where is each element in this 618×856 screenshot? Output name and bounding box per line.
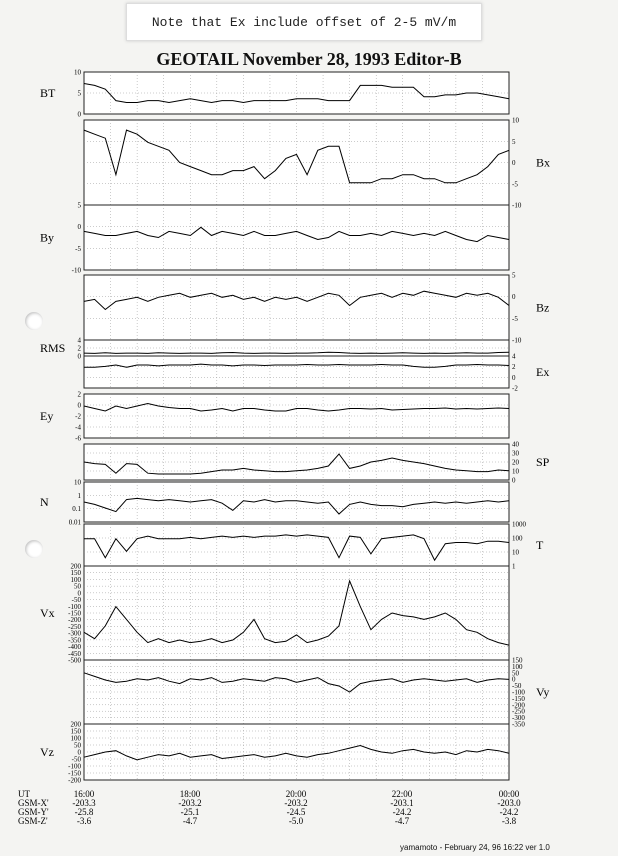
- tick-label-ex: 4: [512, 352, 516, 361]
- tick-label-sp: 30: [512, 449, 519, 458]
- tick-label-bz: 5: [512, 271, 516, 280]
- tick-label-by: -5: [75, 244, 81, 253]
- orbit-value: -25.8: [74, 807, 94, 817]
- tick-label-ey: 2: [77, 390, 81, 399]
- orbit-row-label: GSM-Z': [18, 816, 48, 826]
- tick-label-vz: -50: [71, 755, 81, 764]
- tick-label-sp: 20: [512, 458, 519, 467]
- tick-label-bx: 5: [512, 137, 516, 146]
- tick-label-vx: 200: [70, 562, 81, 571]
- panel-label-vx: Vx: [40, 606, 55, 620]
- tick-label-vz: 0: [77, 748, 81, 757]
- tick-label-vz: -100: [68, 762, 81, 771]
- orbit-value: -203.0: [497, 798, 521, 808]
- tick-label-vx: 0: [77, 589, 81, 598]
- tick-label-t: 1000: [512, 520, 526, 529]
- orbit-value: -25.1: [180, 807, 200, 817]
- orbit-value: -203.1: [390, 798, 414, 808]
- tick-label-ex: 2: [512, 363, 516, 372]
- panel-label-by: By: [40, 230, 55, 245]
- tick-label-vx: -450: [68, 649, 81, 658]
- orbit-value: -203.3: [72, 798, 96, 808]
- tick-label-vy: -150: [512, 694, 525, 703]
- tick-label-bz: -5: [512, 314, 518, 323]
- panel-ex: [84, 353, 549, 393]
- tick-label-n: 0.01: [68, 518, 81, 527]
- tick-label-vy: -200: [512, 701, 525, 710]
- tick-label-vx: 150: [70, 569, 81, 578]
- tick-label-by: 0: [77, 223, 81, 232]
- tick-label-sp: 40: [512, 440, 519, 449]
- tick-label-vy: -350: [512, 720, 525, 729]
- tick-label-bt: 0: [77, 110, 81, 119]
- tick-label-vy: 150: [512, 656, 523, 665]
- orbit-row-label: GSM-X': [18, 798, 49, 808]
- orbit-value: -3.6: [76, 816, 92, 826]
- panel-label-rms: RMS: [40, 341, 66, 355]
- tick-label-vy: -50: [512, 682, 522, 691]
- orbit-value: -203.2: [284, 798, 308, 808]
- tick-label-vz: 150: [70, 727, 81, 736]
- tick-label-n: 10: [74, 478, 81, 487]
- tick-label-vy: 100: [512, 662, 523, 671]
- orbit-value: 16:00: [73, 789, 95, 799]
- tick-label-vy: -300: [512, 714, 525, 723]
- tick-label-vx: -500: [68, 656, 81, 665]
- orbit-value: -24.2: [392, 807, 412, 817]
- tick-label-vx: 100: [70, 575, 81, 584]
- tick-label-vx: -50: [71, 596, 81, 605]
- tick-label-rms: 4: [77, 336, 81, 345]
- orbit-value: -4.7: [182, 816, 198, 826]
- tick-label-vx: -300: [68, 629, 81, 638]
- orbit-value: 00:00: [498, 789, 520, 799]
- orbit-value: 22:00: [391, 789, 413, 799]
- tick-label-ey: 0: [77, 401, 81, 410]
- tick-label-ex: 0: [512, 373, 516, 382]
- tick-label-vx: 50: [74, 582, 81, 591]
- panel-label-t: T: [536, 538, 544, 552]
- tick-label-vy: -250: [512, 707, 525, 716]
- tick-label-n: 1: [77, 491, 81, 500]
- tick-label-vx: -200: [68, 616, 81, 625]
- tick-label-bx: 0: [512, 159, 516, 167]
- panel-label-vz: Vz: [40, 745, 54, 759]
- panel-vz: [40, 721, 509, 785]
- panel-vy: [84, 657, 549, 729]
- tick-label-bz: -10: [512, 336, 522, 345]
- tick-label-rms: 0: [77, 352, 81, 361]
- footer-credit: yamamoto - February 24, 96 16:22 ver 1.0: [400, 843, 550, 852]
- tick-label-t: 10: [512, 548, 519, 557]
- panel-label-sp: SP: [536, 455, 550, 469]
- tick-label-bz: 0: [512, 293, 516, 302]
- panel-label-bt: BT: [40, 86, 56, 100]
- panel-label-bz: Bz: [536, 300, 550, 315]
- tick-label-bx: -10: [512, 201, 522, 210]
- orbit-value: 20:00: [285, 789, 307, 799]
- tick-label-vz: 200: [70, 720, 81, 729]
- tick-label-bx: 10: [512, 116, 519, 125]
- panel-vx: [40, 563, 509, 665]
- tick-label-sp: 0: [512, 476, 516, 485]
- tick-label-ey: -2: [75, 412, 81, 421]
- panel-ey: [40, 391, 509, 443]
- tick-label-vx: -350: [68, 636, 81, 645]
- tick-label-bt: 5: [77, 89, 81, 98]
- tick-label-ey: -6: [75, 434, 81, 443]
- panel-label-ey: Ey: [40, 409, 54, 423]
- tick-label-vz: 100: [70, 734, 81, 743]
- tick-label-bx: -5: [512, 180, 518, 189]
- tick-label-vy: -100: [512, 688, 525, 697]
- tick-label-bt: 10: [74, 68, 81, 77]
- tick-label-vx: -400: [68, 643, 81, 652]
- panel-label-n: N: [40, 495, 49, 509]
- panel-bx: [84, 117, 550, 210]
- tick-label-vx: -250: [68, 622, 81, 631]
- orbit-value: 18:00: [179, 789, 201, 799]
- tick-label-sp: 10: [512, 467, 519, 476]
- panel-label-ex: Ex: [536, 365, 550, 379]
- tick-label-vy: 0: [512, 675, 516, 684]
- offset-note: Note that Ex include offset of 2-5 mV/m: [126, 3, 482, 41]
- tick-label-vx: -100: [68, 602, 81, 611]
- tick-label-vz: 50: [74, 741, 81, 750]
- tick-label-by: 5: [77, 201, 81, 210]
- chart-title: GEOTAIL November 28, 1993 Editor-B: [156, 49, 462, 69]
- panel-n: [40, 479, 509, 527]
- tick-label-n: 0.1: [72, 505, 81, 514]
- orbit-value: -3.8: [501, 816, 517, 826]
- orbit-row-label: UT: [18, 789, 30, 799]
- tick-label-t: 100: [512, 534, 523, 543]
- tick-label-vy: 50: [512, 669, 519, 678]
- orbit-value: -4.7: [394, 816, 410, 826]
- tick-label-vx: -150: [68, 609, 81, 618]
- tick-label-ey: -4: [75, 423, 81, 432]
- tick-label-ex: -2: [512, 384, 518, 393]
- orbit-row-label: GSM-Y': [18, 807, 49, 817]
- panel-by: [40, 202, 509, 275]
- orbit-value: -24.2: [499, 807, 519, 817]
- panel-bz: [84, 272, 549, 345]
- tick-label-vz: -150: [68, 769, 81, 778]
- tick-label-t: 1: [512, 562, 516, 571]
- panel-label-bx: Bx: [536, 155, 551, 170]
- orbit-value: -5.0: [288, 816, 304, 826]
- panel-bt: [40, 69, 509, 119]
- tick-label-vz: -200: [68, 776, 81, 785]
- orbit-value: -24.5: [286, 807, 306, 817]
- orbit-value: -203.2: [178, 798, 202, 808]
- panel-t: [84, 521, 544, 571]
- tick-label-rms: 2: [77, 344, 81, 353]
- panel-sp: [84, 441, 550, 485]
- panel-label-vy: Vy: [536, 685, 550, 699]
- tick-label-by: -10: [71, 266, 81, 275]
